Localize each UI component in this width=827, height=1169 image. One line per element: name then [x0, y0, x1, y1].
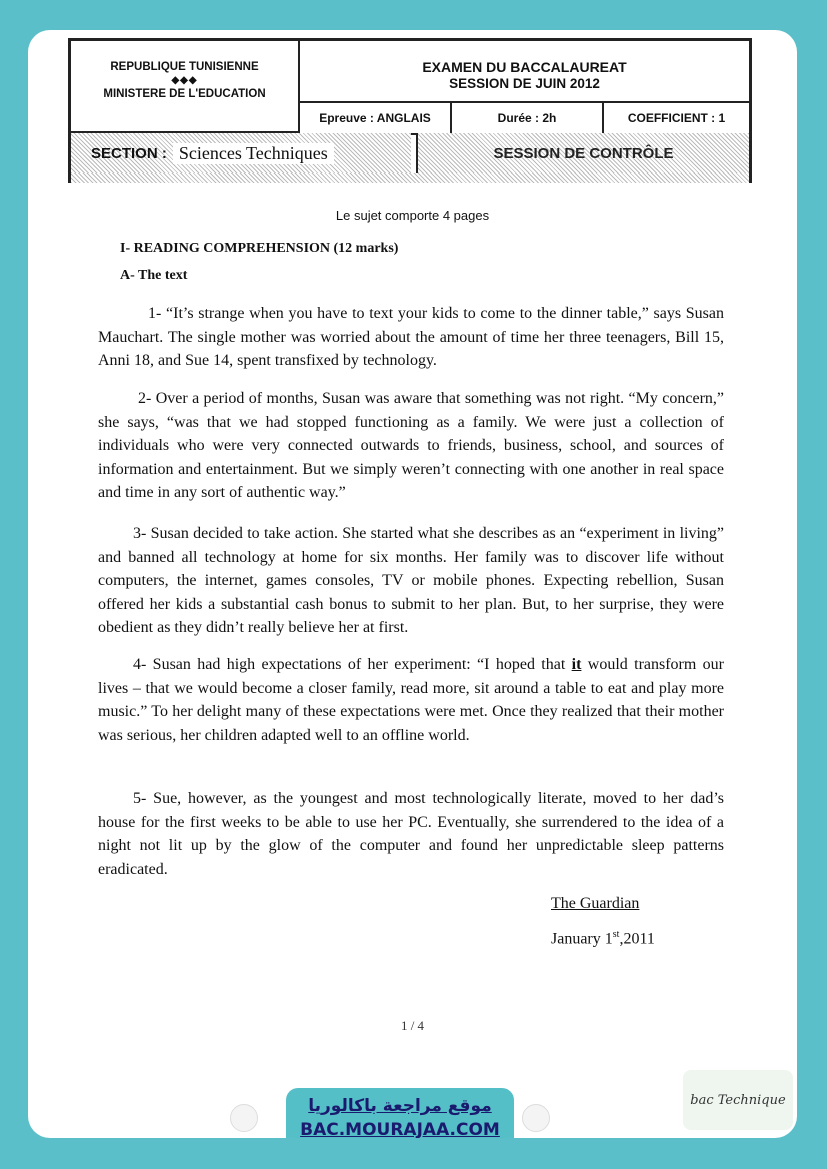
session-type: SESSION DE CONTRÔLE [416, 133, 749, 173]
site-url[interactable]: BAC.MOURAJAA.COM [300, 1120, 500, 1138]
header-hatch-strip [71, 173, 749, 183]
paragraph-4-end: would transform our lives – that we would become a closer family, read more, sit around a table to eat and play more music.” To her delight many of these expectations were met. Once they realized that their mother was serious, her children adapted well to an offline world. [98, 656, 725, 744]
country-name: REPUBLIQUE TUNISIENNE [110, 61, 259, 73]
date-sup: st [612, 929, 620, 940]
site-logo-right [522, 1104, 550, 1132]
ministry-block [71, 41, 300, 133]
exam-info-row [300, 101, 749, 135]
page-number: 1 / 4 [400, 1018, 425, 1033]
referent-word: it [571, 656, 582, 673]
duration-cell: Durée : 2h [452, 103, 604, 133]
session-date: SESSION DE JUIN 2012 [449, 76, 600, 91]
paragraph-4-start: 4- Susan had high expectations of her experiment: “I hoped that [133, 656, 572, 673]
part-title: I- READING COMPREHENSION (12 marks) [120, 241, 399, 256]
paragraph-4 [98, 653, 724, 747]
exam-page [28, 30, 797, 1138]
subject-note: Le sujet comporte 4 pages [335, 208, 490, 223]
exam-header [68, 38, 752, 183]
coefficient-cell: COEFFICIENT : 1 [627, 111, 726, 125]
subject-cell: Epreuve : ANGLAIS [300, 103, 452, 133]
date-suffix: ,2011 [619, 930, 655, 948]
site-logo-left [230, 1104, 258, 1132]
section-block [71, 133, 411, 173]
publication-date [551, 929, 655, 948]
exam-title: EXAMEN DU BACCALAUREAT [422, 59, 627, 75]
paragraph-1: 1- “It’s strange when you have to text your kids to come to the dinner table,” says Susan Mauchart. The single mother was worried about the amount of time her three teenagers, Bill 15, Anni 18, and Sue 14, spent transfixed by technology. [98, 305, 724, 369]
site-name-arabic[interactable]: موقع مراجعة باكالوريا [308, 1096, 492, 1116]
brand-badge: bac Technique [683, 1070, 793, 1130]
site-banner[interactable] [286, 1088, 514, 1138]
ministry-name: MINISTERE DE L'EDUCATION [103, 88, 266, 100]
date-prefix: January 1 [551, 930, 613, 948]
paragraph-5: 5- Sue, however, as the youngest and most technologically literate, moved to her dad’s house for the first weeks to be able to use her PC. Eventually, she surrendered to the idea of a night not lit up by the glow of the computer and found her unpredictable sleep patterns eradicated. [98, 790, 724, 878]
ornament: ◆◆◆ [171, 75, 198, 86]
section-label: SECTION : [91, 144, 167, 162]
paragraph-2: 2- Over a period of months, Susan was aware that something was not right. “My concern,” she says, “was that we had stopped functioning as a family. We were just a collection of individuals who were very connected outwards to friends, business, school, and sources of information and entertainment. But we simply weren’t connecting with one another in real space and time in any sort of authentic way.” [98, 390, 724, 501]
sub-title: A- The text [120, 268, 188, 283]
source: The Guardian [551, 895, 640, 912]
paragraph-3: 3- Susan decided to take action. She started what she describes as an “experiment in living” and banned all technology at home for six months. Her family was to discover life without computers, the internet, games consoles, TV or mobile phones. Expecting rebellion, Susan offered her kids a substantial cash bonus to submit to her plan. But, to her surprise, they were obedient as they didn’t really believe her at first. [98, 525, 724, 636]
section-value: Sciences Techniques [173, 143, 334, 164]
exam-title-block [300, 41, 749, 101]
